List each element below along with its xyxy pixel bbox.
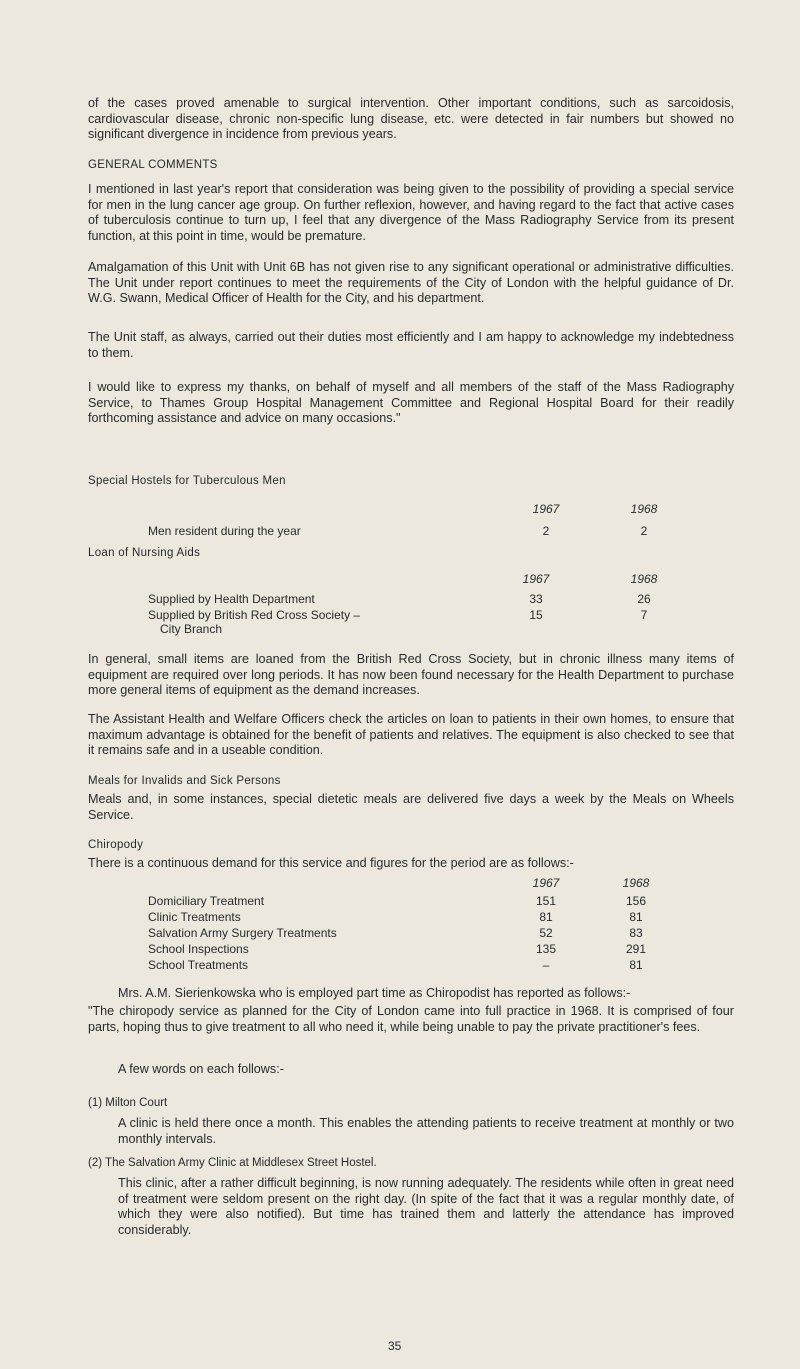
table-row [88,926,728,941]
nursing-table [88,572,728,634]
salvation-army-heading: (2) The Salvation Army Clinic at Middlesex Street Hostel. [88,1157,377,1169]
hostels-table [88,502,728,542]
page-number: 35 [388,1339,402,1353]
nursing-row-label-continued: City Branch [160,622,223,636]
chiropody-value-1968: 81 [629,910,643,924]
chiropody-value-1968: 156 [625,894,647,908]
nursing-value-1968: 26 [637,592,651,606]
nursing-row-label: Supplied by British Red Cross Society – [148,608,361,622]
chiropodist-report-intro: Mrs. A.M. Sierienkowska who is employed part time as Chiropodist has reported as follows:- [118,986,631,1000]
milton-court-heading: (1) Milton Court [88,1097,168,1109]
chiropody-row-label: Clinic Treatments [148,910,241,924]
chiropody-value-1967: 81 [539,910,553,924]
chiropody-header-row [88,876,728,891]
nursing-paragraph-1: In general, small items are loaned from the British Red Cross Society, but in chronic illness many items of equipment are required over long periods. It has now been found necessary for the Health Department to purchase more general items of equipment as the demand increases. [88,652,734,697]
chiropody-row-label: Salvation Army Surgery Treatments [148,926,337,940]
general-paragraph-4: I would like to express my thanks, on behalf of myself and all members of the staff of the Mass Radiography Service, to Thames Group Hospital Management Committee and Regional Hospital Board for their readily forthcoming assistance and advice on many occasions." [88,380,734,425]
hostels-year-1967: 1967 [532,502,560,516]
intro-paragraph: of the cases proved amenable to surgical intervention. Other important conditions, such as sarcoidosis, cardiovascular disease, chronic non-specific lung disease, etc. were detected in fair numbers but showed no significant divergence in incidence from previous years. [88,96,734,141]
general-paragraph-1: I mentioned in last year's report that consideration was being given to the possibility of providing a special service for men in the lung cancer age group. On further reflexion, however, and having regard to the fact that active cases of tuberculosis continue to turn up, I feel that any divergence of the Mass Radiography Service from its present function, at this point in time, would be premature. [88,182,734,243]
hostels-header-row [88,502,728,517]
chiropody-value-1968: 83 [629,926,643,940]
milton-court-paragraph: A clinic is held there once a month. This enables the attending patients to receive treatment at monthly or two monthly intervals. [118,1116,734,1146]
salvation-army-paragraph: This clinic, after a rather difficult beginning, is now running adequately. The residents while often in great need of treatment were seldom present on the right day. (In spite of the fact that it was a regular monthly date, of which they were also notified). But time has trained them and latterly the attendance has improved considerably. [118,1176,734,1237]
chiropody-heading: Chiropody [88,839,144,851]
nursing-year-1968: 1968 [630,572,658,586]
meals-paragraph: Meals and, in some instances, special dietetic meals are delivered five days a week by the Meals on Wheels Service. [88,792,734,822]
chiropody-row-label: School Treatments [148,958,249,972]
nursing-row-label: Supplied by Health Department [148,592,315,606]
general-comments-heading: GENERAL COMMENTS [88,159,218,171]
table-row [88,592,728,607]
chiropodist-quote: "The chiropody service as planned for the City of London came into full practice in 1968. It is comprised of four parts, hoping thus to give treatment to all who need it, while being unable to pay the private practitioner's fees. [88,1004,734,1034]
chiropody-value-1967: – [542,958,550,972]
chiropody-value-1968: 291 [625,942,647,956]
hostels-value-1967: 2 [542,524,550,538]
chiropody-value-1967: 52 [539,926,553,940]
nursing-value-1968: 7 [640,608,648,622]
few-words-line: A few words on each follows:- [118,1062,284,1076]
nursing-header-row [88,572,728,587]
nursing-paragraph-2: The Assistant Health and Welfare Officers check the articles on loan to patients in their own homes, to ensure that maximum advantage is obtained for the benefit of patients and relatives. The equipment is also checked to see that it remains safe and in a useable condition. [88,712,734,757]
nursing-value-1967: 33 [529,592,543,606]
chiropody-value-1968: 81 [629,958,643,972]
nursing-heading: Loan of Nursing Aids [88,547,201,559]
hostels-year-1968: 1968 [630,502,658,516]
chiropody-row-label: School Inspections [148,942,249,956]
hostels-row-label: Men resident during the year [148,524,301,538]
chiropody-value-1967: 151 [535,894,557,908]
chiropody-value-1967: 135 [535,942,557,956]
chiropody-table [88,876,728,976]
chiropody-year-1968: 1968 [622,876,650,890]
general-paragraph-2: Amalgamation of this Unit with Unit 6B has not given rise to any significant operational or administrative difficulties. The Unit under report continues to meet the requirements of the City of London with the helpful guidance of Dr. W.G. Swann, Medical Officer of Health for the City, and his department. [88,260,734,305]
chiropody-intro: There is a continuous demand for this service and figures for the period are as follows:- [88,856,574,870]
nursing-year-1967: 1967 [522,572,550,586]
table-row [88,894,728,909]
chiropody-year-1967: 1967 [532,876,560,890]
general-paragraph-3: The Unit staff, as always, carried out their duties most efficiently and I am happy to acknowledge my indebtedness to them. [88,330,734,360]
chiropody-row-label: Domiciliary Treatment [148,894,265,908]
hostels-heading: Special Hostels for Tuberculous Men [88,475,286,487]
nursing-value-1967: 15 [529,608,543,622]
meals-heading: Meals for Invalids and Sick Persons [88,775,281,787]
table-row [88,608,728,623]
table-row [88,910,728,925]
table-row [88,958,728,973]
table-row [88,942,728,957]
hostels-data-row [88,524,728,539]
table-row-continuation [88,622,728,637]
hostels-value-1968: 2 [640,524,648,538]
